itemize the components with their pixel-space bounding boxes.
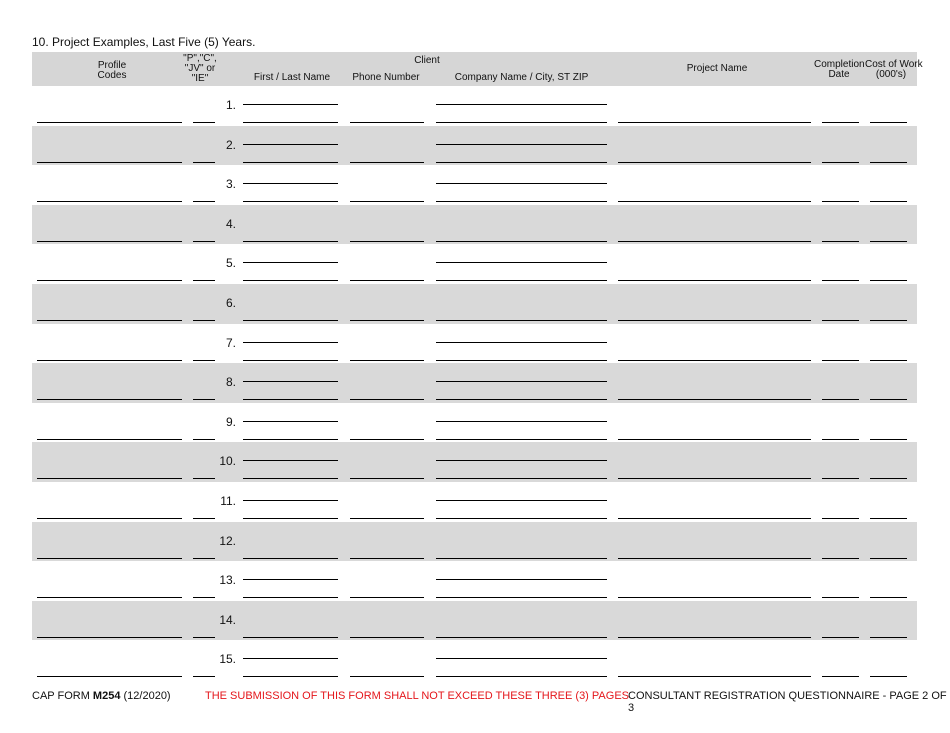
entry-line[interactable]: [618, 280, 811, 281]
form-id: [32, 690, 171, 702]
entry-line[interactable]: [870, 280, 907, 281]
header-project-name: Project Name: [686, 63, 748, 74]
entry-line[interactable]: [37, 518, 182, 519]
entry-line[interactable]: [350, 597, 424, 598]
entry-line[interactable]: [618, 320, 811, 321]
entry-line[interactable]: [436, 579, 607, 580]
entry-line[interactable]: [436, 500, 607, 501]
table-row: [32, 601, 917, 641]
entry-line[interactable]: [870, 241, 907, 242]
row-number: 13.: [219, 573, 236, 588]
entry-line[interactable]: [243, 676, 338, 677]
entry-line[interactable]: [822, 280, 859, 281]
entry-line[interactable]: [436, 122, 607, 123]
entry-line[interactable]: [822, 320, 859, 321]
entry-line[interactable]: [350, 360, 424, 361]
entry-line[interactable]: [618, 597, 811, 598]
entry-line[interactable]: [822, 518, 859, 519]
entry-line[interactable]: [436, 460, 607, 461]
entry-line[interactable]: [37, 478, 182, 479]
entry-line[interactable]: [350, 122, 424, 123]
entry-line[interactable]: [436, 676, 607, 677]
entry-line[interactable]: [243, 144, 338, 145]
table-row: [32, 165, 917, 205]
entry-line[interactable]: [193, 122, 215, 123]
entry-line[interactable]: [243, 183, 338, 184]
row-number: 2.: [225, 137, 236, 152]
entry-line[interactable]: [350, 439, 424, 440]
entry-line[interactable]: [436, 421, 607, 422]
entry-line[interactable]: [618, 122, 811, 123]
header-phone-number: Phone Number: [352, 72, 420, 83]
entry-line[interactable]: [870, 637, 907, 638]
row-number: 6.: [225, 296, 236, 310]
entry-line[interactable]: [870, 478, 907, 479]
entry-line[interactable]: [870, 399, 907, 400]
entry-line[interactable]: [822, 122, 859, 123]
entry-line[interactable]: [243, 558, 338, 559]
entry-line[interactable]: [618, 360, 811, 361]
entry-line[interactable]: [350, 558, 424, 559]
entry-line[interactable]: [243, 122, 338, 123]
entry-line[interactable]: [37, 201, 182, 202]
entry-line[interactable]: [243, 439, 338, 440]
header-type-codes: "P","C", "JV" or "IE": [183, 53, 217, 84]
entry-line[interactable]: [193, 637, 215, 638]
entry-line[interactable]: [243, 579, 338, 580]
entry-line[interactable]: [822, 399, 859, 400]
entry-line[interactable]: [37, 122, 182, 123]
entry-line[interactable]: [436, 262, 607, 263]
entry-line[interactable]: [243, 201, 338, 202]
entry-line[interactable]: [436, 342, 607, 343]
row-number: 4.: [225, 216, 236, 231]
entry-line[interactable]: [618, 439, 811, 440]
form-code: M254: [92, 690, 121, 702]
entry-line[interactable]: [243, 421, 338, 422]
entry-line[interactable]: [436, 104, 607, 105]
entry-line[interactable]: [193, 360, 215, 361]
entry-line[interactable]: [243, 597, 338, 598]
entry-line[interactable]: [870, 558, 907, 559]
form-prefix: CAP FORM: [32, 690, 93, 702]
entry-line[interactable]: [193, 162, 215, 163]
row-number: 11.: [220, 494, 236, 508]
entry-line[interactable]: [37, 676, 182, 677]
entry-line[interactable]: [37, 280, 182, 281]
entry-line[interactable]: [618, 518, 811, 519]
entry-line[interactable]: [870, 320, 907, 321]
row-number: 15.: [219, 652, 236, 667]
submission-notice: THE SUBMISSION OF THIS FORM SHALL NOT EXCEED THESE THREE (3) PAGES: [205, 690, 629, 702]
entry-line[interactable]: [618, 478, 811, 479]
entry-line[interactable]: [618, 676, 811, 677]
entry-line[interactable]: [193, 676, 215, 677]
entry-line[interactable]: [243, 320, 338, 321]
entry-line[interactable]: [436, 558, 607, 559]
table-row: [32, 126, 917, 166]
form-date: (12/2020): [120, 690, 171, 702]
table-row: [32, 324, 917, 364]
entry-line[interactable]: [350, 162, 424, 163]
entry-line[interactable]: [870, 597, 907, 598]
entry-line[interactable]: [870, 162, 907, 163]
entry-line[interactable]: [350, 280, 424, 281]
entry-line[interactable]: [243, 162, 338, 163]
entry-line[interactable]: [243, 280, 338, 281]
entry-line[interactable]: [822, 162, 859, 163]
entry-line[interactable]: [243, 637, 338, 638]
row-number: 7.: [225, 335, 236, 350]
entry-line[interactable]: [243, 478, 338, 479]
entry-line[interactable]: [870, 122, 907, 123]
entry-line[interactable]: [243, 342, 338, 343]
entry-line[interactable]: [350, 676, 424, 677]
entry-line[interactable]: [870, 439, 907, 440]
entry-line[interactable]: [822, 478, 859, 479]
entry-line[interactable]: [243, 262, 338, 263]
entry-line[interactable]: [243, 104, 338, 105]
entry-line[interactable]: [243, 399, 338, 400]
header-profile-codes: Profile Codes: [97, 60, 127, 81]
entry-line[interactable]: [618, 558, 811, 559]
page-label: CONSULTANT REGISTRATION QUESTIONNAIRE - PAGE 2 OF 3: [628, 690, 947, 714]
table-row: [32, 561, 917, 601]
entry-line[interactable]: [822, 439, 859, 440]
entry-line[interactable]: [822, 597, 859, 598]
entry-line[interactable]: [822, 676, 859, 677]
entry-line[interactable]: [193, 399, 215, 400]
entry-line[interactable]: [37, 399, 182, 400]
table-header: [32, 52, 923, 86]
entry-line[interactable]: [618, 241, 811, 242]
entry-line[interactable]: [243, 241, 338, 242]
table-row: [32, 522, 917, 562]
entry-line[interactable]: [350, 241, 424, 242]
entry-line[interactable]: [436, 241, 607, 242]
table-row: [32, 442, 917, 482]
entry-line[interactable]: [37, 320, 182, 321]
entry-line[interactable]: [37, 597, 182, 598]
row-number: 3.: [225, 177, 236, 192]
entry-line[interactable]: [350, 399, 424, 400]
entry-line[interactable]: [436, 597, 607, 598]
entry-line[interactable]: [37, 360, 182, 361]
header-company-city: Company Name / City, ST ZIP: [454, 72, 589, 83]
entry-line[interactable]: [350, 637, 424, 638]
entry-line[interactable]: [436, 280, 607, 281]
entry-line[interactable]: [243, 460, 338, 461]
entry-line[interactable]: [37, 162, 182, 163]
entry-line[interactable]: [243, 518, 338, 519]
entry-line[interactable]: [436, 360, 607, 361]
entry-line[interactable]: [37, 241, 182, 242]
entry-line[interactable]: [870, 201, 907, 202]
entry-line[interactable]: [37, 439, 182, 440]
entry-line[interactable]: [193, 320, 215, 321]
entry-line[interactable]: [822, 201, 859, 202]
entry-line[interactable]: [350, 478, 424, 479]
row-number: 8.: [225, 375, 236, 390]
row-number: 12.: [219, 533, 236, 548]
entry-line[interactable]: [436, 144, 607, 145]
table-row: [32, 284, 917, 324]
table-row: [32, 244, 917, 284]
row-number: 14.: [219, 612, 236, 627]
entry-line[interactable]: [350, 320, 424, 321]
table-row: [32, 205, 917, 245]
entry-line[interactable]: [618, 399, 811, 400]
entry-line[interactable]: [193, 478, 215, 479]
entry-line[interactable]: [436, 162, 607, 163]
entry-line[interactable]: [193, 439, 215, 440]
entry-line[interactable]: [436, 478, 607, 479]
entry-line[interactable]: [436, 637, 607, 638]
entry-line[interactable]: [243, 658, 338, 659]
entry-line[interactable]: [870, 360, 907, 361]
entry-line[interactable]: [37, 558, 182, 559]
table-row: [32, 86, 917, 126]
entry-line[interactable]: [193, 201, 215, 202]
table-row: [32, 363, 917, 403]
entry-line[interactable]: [618, 162, 811, 163]
row-number: 5.: [225, 256, 236, 271]
entry-line[interactable]: [37, 637, 182, 638]
entry-line[interactable]: [243, 360, 338, 361]
entry-line[interactable]: [243, 500, 338, 501]
entry-line[interactable]: [436, 381, 607, 382]
entry-line[interactable]: [193, 518, 215, 519]
entry-line[interactable]: [436, 658, 607, 659]
entry-line[interactable]: [436, 399, 607, 400]
header-first-last-name: First / Last Name: [253, 72, 331, 83]
entry-line[interactable]: [436, 201, 607, 202]
header-completion-date: Completion Date: [814, 59, 865, 80]
entry-line[interactable]: [618, 201, 811, 202]
entry-line[interactable]: [193, 597, 215, 598]
table-row: [32, 482, 917, 522]
entry-line[interactable]: [436, 320, 607, 321]
entry-line[interactable]: [822, 241, 859, 242]
entry-line[interactable]: [350, 518, 424, 519]
row-number: 10.: [219, 454, 236, 469]
entry-line[interactable]: [822, 360, 859, 361]
table-row: [32, 403, 917, 443]
row-number: 9.: [225, 414, 236, 429]
header-client: Client: [414, 55, 440, 66]
entry-line[interactable]: [618, 637, 811, 638]
table-row: [32, 640, 917, 680]
entry-line[interactable]: [243, 381, 338, 382]
section-title: 10. Project Examples, Last Five (5) Years.: [32, 35, 256, 49]
entry-line[interactable]: [436, 183, 607, 184]
header-cost-of-work: Cost of Work (000's): [865, 59, 923, 80]
entry-line[interactable]: [350, 201, 424, 202]
entry-line[interactable]: [436, 439, 607, 440]
entry-line[interactable]: [870, 518, 907, 519]
entry-line[interactable]: [193, 558, 215, 559]
entry-line[interactable]: [870, 676, 907, 677]
entry-line[interactable]: [193, 241, 215, 242]
entry-line[interactable]: [193, 280, 215, 281]
row-number: 1.: [225, 98, 236, 112]
entry-line[interactable]: [822, 637, 859, 638]
entry-line[interactable]: [822, 558, 859, 559]
entry-line[interactable]: [436, 518, 607, 519]
